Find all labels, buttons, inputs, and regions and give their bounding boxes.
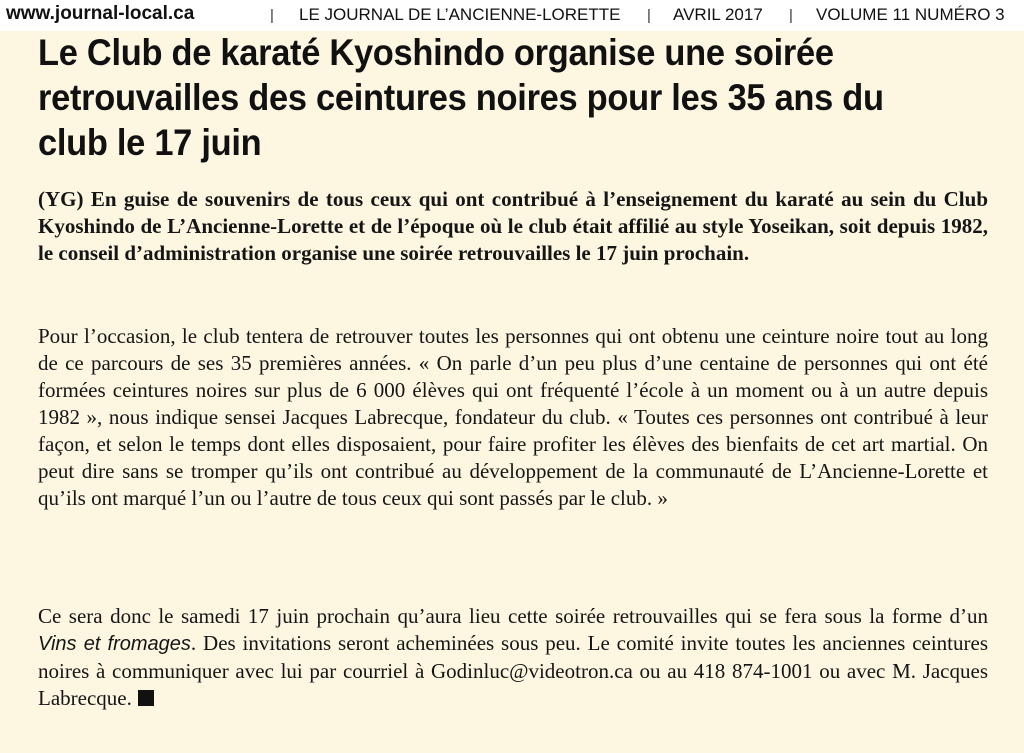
header-separator: | bbox=[789, 7, 793, 24]
paragraph-text: . Des invitations seront acheminées sous peu. Le comité invite toutes les anciennes ceintures noires à communiquer avec lui par courriel à Godinluc@videotron.ca ou au 418 874-1001 ou avec M. Jacques Labrecque. bbox=[38, 631, 988, 710]
publication-name: LE JOURNAL DE L’ANCIENNE-LORETTE bbox=[299, 5, 621, 24]
issue-date: AVRIL 2017 bbox=[673, 5, 763, 24]
event-name: Vins et fromages bbox=[38, 633, 191, 655]
header-separator: | bbox=[647, 7, 651, 24]
header-separator: | bbox=[270, 7, 274, 24]
article-paragraph: Pour l’occasion, le club tentera de retrouver toutes les personnes qui ont obtenu une ceinture noire tout au long de ce parcours de ses 35 premières années. « On parle d’un peu plus d’une centaine de personnes qui ont été formées ceintures noires sur plus de 6 000 élèves qui ont fréquenté l’école à un moment ou à un autre depuis 1982 », nous indique sensei Jacques Labrecque, fondateur du club. « Toutes ces personnes ont contribué à leur façon, et selon le temps dont elles disposaient, pour faire profiter les élèves des bienfaits de cet art martial. On peut dire sans se tromper qu’ils ont contribué au développement de la communauté de L’Ancienne-Lorette et qu’ils ont marqué l’un ou l’autre de tous ceux qui sont passés par le club. » bbox=[38, 324, 988, 510]
issue-number: VOLUME 11 NUMÉRO 3 bbox=[816, 5, 1005, 24]
end-of-article-mark bbox=[138, 690, 154, 706]
paragraph-text: Ce sera donc le samedi 17 juin prochain qu’aura lieu cette soirée retrouvailles qui se fera sous la forme d’un bbox=[38, 604, 988, 628]
site-url[interactable]: www.journal-local.ca bbox=[6, 3, 195, 24]
article-title: Le Club de karaté Kyoshindo organise une soirée retrouvailles des ceintures noires pour les 35 ans du club le 17 juin bbox=[38, 32, 884, 163]
article-paragraph bbox=[38, 603, 988, 712]
page-header bbox=[0, 0, 1024, 31]
article-lead: (YG) En guise de souvenirs de tous ceux qui ont contribué à l’enseignement du karaté au sein du Club Kyoshindo de L’Ancienne-Lorette et de l’époque où le club était affilié au style Yoseikan, soit depuis 1982, le conseil d’administration organise une soirée retrouvailles le 17 juin prochain. bbox=[38, 187, 988, 265]
